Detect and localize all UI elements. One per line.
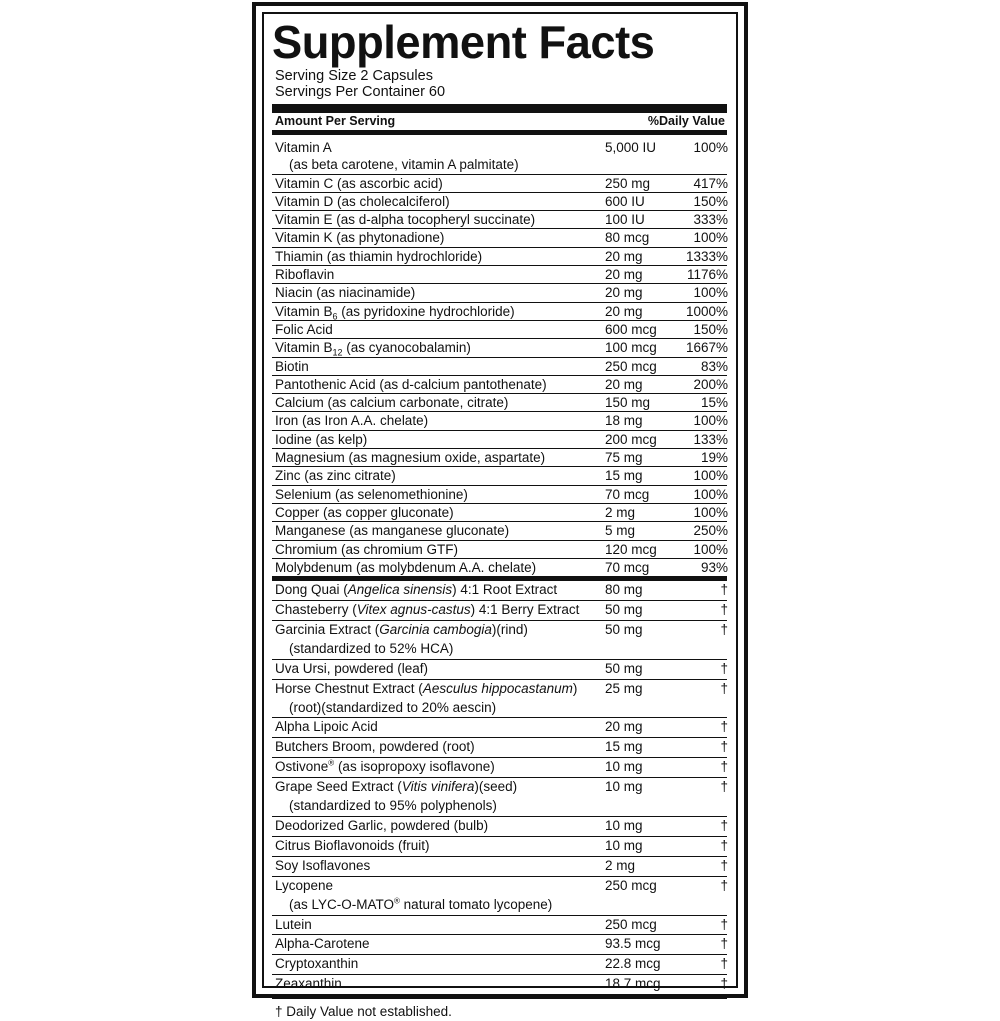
- ingredient-name-suffix: (as isopropoxy isoflavone): [334, 759, 495, 775]
- nutrient-daily-value: 100%: [693, 230, 728, 246]
- ingredient-name: [275, 817, 605, 836]
- nutrient-amount: 20 mg: [605, 376, 643, 392]
- nutrient-name-text: Vitamin B: [275, 303, 333, 319]
- ingredient-daily-value: †: [720, 916, 728, 932]
- ingredient-amount: 18.7 mcg: [605, 976, 661, 992]
- nutrient-row: [272, 135, 727, 175]
- nutrient-daily-value: 100%: [693, 504, 728, 520]
- ingredient-daily-value: †: [720, 818, 728, 833]
- ingredient-daily-value: †: [720, 621, 728, 637]
- ingredient-latin-name: Vitex agnus-castus: [356, 602, 471, 618]
- nutrient-name-text: Niacin (as niacinamide): [275, 285, 416, 301]
- ingredient-name-suffix: ) 4:1 Berry Extract: [470, 602, 580, 618]
- ingredient-name-text: Lutein: [275, 916, 312, 932]
- ingredient-row: [272, 778, 727, 817]
- nutrient-name: [275, 431, 605, 448]
- nutrient-name-text: Magnesium (as magnesium oxide, aspartate): [275, 450, 546, 466]
- nutrient-daily-value: 83%: [700, 358, 728, 374]
- nutrient-row: [272, 376, 727, 394]
- nutrient-name: [275, 266, 605, 283]
- nutrient-daily-value: 150%: [693, 321, 728, 337]
- ingredient-amount: 15 mg: [605, 739, 643, 755]
- nutrient-amount: 70 mcg: [605, 559, 650, 575]
- ingredient-name: [275, 837, 605, 856]
- nutrient-name: [275, 376, 605, 393]
- nutrient-amount: 120 mcg: [605, 541, 657, 557]
- ingredient-name-text: Uva Ursi, powdered (leaf): [275, 660, 429, 676]
- nutrient-amount: 15 mg: [605, 468, 643, 484]
- nutrient-row: [272, 412, 727, 430]
- panel-title: Supplement Facts: [272, 16, 655, 68]
- ingredient-row: [272, 916, 727, 936]
- nutrient-name: [275, 139, 605, 156]
- nutrient-amount: 100 IU: [605, 212, 645, 228]
- nutrient-row: [272, 467, 727, 485]
- ingredient-name-text: Garcinia Extract (: [275, 621, 380, 637]
- nutrient-daily-value: 19%: [700, 450, 728, 466]
- ingredient-amount: 10 mg: [605, 759, 643, 775]
- nutrient-row: [272, 431, 727, 449]
- ingredient-detail-suffix: natural tomato lycopene): [399, 896, 553, 912]
- nutrient-amount: 20 mg: [605, 248, 643, 264]
- ingredient-name: [275, 857, 605, 876]
- nutrient-amount: 200 mcg: [605, 431, 657, 447]
- ingredient-daily-value: †: [720, 779, 728, 795]
- ingredient-daily-value: †: [720, 719, 728, 735]
- ingredient-name: [275, 935, 605, 954]
- nutrient-name-subscript: 12: [332, 347, 343, 358]
- nutrient-row: [272, 522, 727, 540]
- ingredient-daily-value: †: [720, 660, 728, 676]
- nutrient-name-text: Molybdenum (as molybdenum A.A. chelate): [275, 559, 537, 575]
- ingredient-name-text: Dong Quai (: [275, 582, 348, 598]
- nutrient-name: [275, 193, 605, 210]
- nutrient-daily-value: 15%: [700, 395, 728, 411]
- ingredient-amount: 10 mg: [605, 818, 643, 833]
- ingredient-amount: 2 mg: [605, 857, 636, 873]
- nutrient-name: [275, 321, 605, 338]
- ingredient-name-text: Deodorized Garlic, powdered (bulb): [275, 818, 489, 833]
- ingredient-name-suffix: ): [572, 680, 578, 696]
- nutrient-daily-value: 1667%: [685, 340, 728, 356]
- nutrient-daily-value: 250%: [693, 523, 728, 539]
- nutrient-row: [272, 248, 727, 266]
- nutrient-name: [275, 229, 605, 246]
- ingredient-amount: 50 mg: [605, 602, 643, 618]
- nutrient-name: [275, 303, 605, 320]
- ingredient-row: [272, 857, 727, 877]
- nutrient-row: [272, 541, 727, 559]
- nutrient-row: [272, 266, 727, 284]
- nutrient-amount: 20 mg: [605, 303, 643, 319]
- nutrient-daily-value: 100%: [693, 468, 728, 484]
- ingredient-amount: 250 mcg: [605, 916, 657, 932]
- nutrient-daily-value: 150%: [693, 193, 728, 209]
- nutrient-name-text: Copper (as copper gluconate): [275, 504, 454, 520]
- ingredient-daily-value: †: [720, 582, 728, 598]
- ingredient-daily-value: †: [720, 759, 728, 775]
- ingredient-amount: 10 mg: [605, 779, 643, 795]
- nutrient-amount: 600 mcg: [605, 321, 657, 337]
- nutrient-row: [272, 175, 727, 193]
- ingredient-name-text: Ostivone: [275, 759, 329, 775]
- ingredient-amount: 50 mg: [605, 621, 643, 637]
- nutrient-amount: 5 mg: [605, 523, 636, 539]
- amount-per-serving-label: Amount Per Serving: [275, 114, 396, 128]
- ingredient-detail: (standardized to 95% polyphenols): [289, 798, 497, 814]
- ingredient-name: [275, 738, 605, 757]
- nutrient-name-text: Manganese (as manganese gluconate): [275, 523, 510, 539]
- ingredient-row: [272, 975, 727, 994]
- nutrient-amount: 20 mg: [605, 285, 643, 301]
- ingredient-name-text: Cryptoxanthin: [275, 956, 359, 972]
- supplement-facts-panel: [272, 16, 727, 1021]
- nutrient-name-text: Calcium (as calcium carbonate, citrate): [275, 395, 509, 411]
- ingredient-row: [272, 581, 727, 601]
- ingredient-row: [272, 758, 727, 778]
- servings-per-container: Servings Per Container 60: [275, 84, 446, 100]
- nutrient-name: [275, 541, 605, 558]
- nutrient-name: [275, 486, 605, 503]
- ingredient-name-text: Citrus Bioflavonoids (fruit): [275, 837, 430, 853]
- nutrient-name-text: Vitamin C (as ascorbic acid): [275, 175, 443, 191]
- ingredient-row: [272, 738, 727, 758]
- ingredient-name-text: Alpha Lipoic Acid: [275, 719, 378, 735]
- footnote: † Daily Value not established.: [275, 1004, 452, 1020]
- ingredient-amount: 80 mg: [605, 582, 643, 598]
- nutrient-row: [272, 284, 727, 302]
- nutrient-name: [275, 211, 605, 228]
- nutrient-row: [272, 339, 727, 357]
- ingredient-name: [275, 581, 605, 600]
- nutrient-name: [275, 248, 605, 265]
- registered-mark: ®: [394, 896, 400, 906]
- ingredient-amount: 10 mg: [605, 837, 643, 853]
- nutrient-name-text: Iodine (as kelp): [275, 431, 368, 447]
- nutrient-row: [272, 229, 727, 247]
- ingredient-latin-name: Angelica sinensis: [347, 582, 453, 598]
- nutrient-row: [272, 559, 727, 576]
- nutrient-name-text: Thiamin (as thiamin hydrochloride): [275, 248, 483, 264]
- ingredient-name: [275, 758, 605, 777]
- ingredient-detail: (root)(standardized to 20% aescin): [289, 699, 497, 715]
- nutrient-daily-value: 100%: [693, 285, 728, 301]
- nutrient-name-text: Selenium (as selenomethionine): [275, 486, 468, 502]
- nutrient-name: [275, 559, 605, 576]
- registered-mark: ®: [328, 758, 335, 768]
- ingredient-row: [272, 955, 727, 975]
- ingredient-daily-value: †: [720, 956, 728, 972]
- nutrient-row: [272, 303, 727, 321]
- nutrient-name-text: Riboflavin: [275, 267, 335, 283]
- ingredient-amount: 93.5 mcg: [605, 936, 661, 952]
- nutrient-name: [275, 394, 605, 411]
- nutrient-daily-value: 133%: [693, 431, 728, 447]
- ingredient-amount: 50 mg: [605, 660, 643, 676]
- nutrient-name-text: Vitamin K (as phytonadione): [275, 230, 445, 246]
- nutrient-name-text: Folic Acid: [275, 321, 333, 337]
- nutrient-daily-value: 100%: [693, 541, 728, 557]
- nutrient-name: [275, 175, 605, 192]
- nutrient-name-text: Vitamin B: [275, 340, 333, 356]
- ingredient-name-suffix: ) 4:1 Root Extract: [452, 582, 558, 598]
- bottom-divider: [272, 994, 727, 999]
- nutrient-row: [272, 193, 727, 211]
- nutrient-amount: 80 mcg: [605, 230, 650, 246]
- ingredient-row: [272, 837, 727, 857]
- ingredient-name-suffix: )(rind): [491, 621, 528, 637]
- nutrient-name: [275, 284, 605, 301]
- nutrient-daily-value: 333%: [693, 212, 728, 228]
- ingredient-name-text: Butchers Broom, powdered (root): [275, 739, 475, 755]
- nutrient-daily-value: 100%: [693, 413, 728, 429]
- ingredient-latin-name: Vitis vinifera: [401, 779, 475, 795]
- ingredient-name-text: Lycopene: [275, 877, 334, 893]
- nutrient-amount: 75 mg: [605, 450, 643, 466]
- nutrient-name-text: Pantothenic Acid (as d-calcium pantothenate): [275, 376, 547, 392]
- nutrient-amount: 18 mg: [605, 413, 643, 429]
- nutrient-name-text: Vitamin A: [275, 140, 332, 155]
- nutrient-row: [272, 211, 727, 229]
- nutrient-daily-value: 1333%: [685, 248, 728, 264]
- ingredient-name-text: Grape Seed Extract (: [275, 779, 402, 795]
- ingredient-name-text: Alpha-Carotene: [275, 936, 370, 952]
- nutrient-row: [272, 486, 727, 504]
- nutrient-name: [275, 504, 605, 521]
- nutrient-name: [275, 412, 605, 429]
- ingredient-row: [272, 718, 727, 738]
- ingredient-row: [272, 660, 727, 680]
- ingredient-amount: 20 mg: [605, 719, 643, 735]
- nutrient-name: [275, 467, 605, 484]
- nutrient-name-suffix: (as pyridoxine hydrochloride): [337, 303, 515, 319]
- ingredient-name: [275, 955, 605, 974]
- nutrient-daily-value: 93%: [700, 559, 728, 575]
- ingredient-name: [275, 660, 605, 679]
- nutrient-name: [275, 449, 605, 466]
- ingredient-daily-value: †: [720, 976, 728, 992]
- nutrient-amount: 250 mcg: [605, 358, 657, 374]
- nutrient-daily-value: 1000%: [685, 303, 728, 319]
- ingredient-detail: (standardized to 52% HCA): [289, 640, 454, 656]
- ingredient-latin-name: Aesculus hippocastanum: [422, 680, 573, 696]
- ingredient-detail: [275, 896, 605, 915]
- nutrient-row: [272, 394, 727, 412]
- nutrient-name-text: Vitamin D (as cholecalciferol): [275, 193, 450, 209]
- nutrient-name-text: Chromium (as chromium GTF): [275, 541, 459, 557]
- nutrient-row: [272, 449, 727, 467]
- ingredient-name: [275, 877, 605, 896]
- nutrient-amount: 70 mcg: [605, 486, 650, 502]
- ingredient-name: [275, 778, 605, 797]
- nutrient-name-subscript: 6: [332, 311, 338, 322]
- nutrient-amount: 2 mg: [605, 504, 636, 520]
- ingredient-name-suffix: )(seed): [474, 779, 518, 795]
- nutrient-name-text: Zinc (as zinc citrate): [275, 468, 396, 484]
- nutrient-name-text: Vitamin E (as d-alpha tocopheryl succinate): [275, 212, 536, 228]
- ingredient-amount: 250 mcg: [605, 877, 657, 893]
- other-ingredients-list: [272, 581, 727, 994]
- thick-divider: [272, 104, 727, 113]
- nutrient-name: [275, 358, 605, 375]
- ingredient-daily-value: †: [720, 739, 728, 755]
- nutrient-amount: 600 IU: [605, 193, 645, 209]
- nutrient-name-text: Iron (as Iron A.A. chelate): [275, 413, 429, 429]
- nutrient-daily-value: 200%: [693, 376, 728, 392]
- nutrient-daily-value: 100%: [693, 140, 728, 155]
- ingredient-daily-value: †: [720, 857, 728, 873]
- ingredient-row: [272, 680, 727, 719]
- nutrient-row: [272, 358, 727, 376]
- ingredient-latin-name: Garcinia cambogia: [379, 621, 492, 637]
- nutrient-source: (as beta carotene, vitamin A palmitate): [289, 157, 519, 173]
- ingredient-daily-value: †: [720, 877, 728, 893]
- ingredient-detail-text: (as LYC-O-MATO: [289, 896, 395, 912]
- ingredient-name-text: Zeaxanthin: [275, 976, 342, 992]
- ingredient-row: [272, 817, 727, 837]
- serving-size: Serving Size 2 Capsules: [275, 68, 433, 84]
- nutrient-amount: 150 mg: [605, 395, 651, 411]
- ingredient-name: [275, 975, 605, 994]
- ingredient-row: [272, 935, 727, 955]
- nutrient-daily-value: 1176%: [686, 267, 728, 283]
- ingredient-name-text: Chasteberry (: [275, 602, 357, 618]
- ingredient-row: [272, 601, 727, 621]
- ingredient-row: [272, 877, 727, 916]
- nutrient-name: [275, 522, 605, 539]
- ingredient-name-text: Horse Chestnut Extract (: [275, 680, 423, 696]
- ingredient-name-text: Soy Isoflavones: [275, 857, 371, 873]
- ingredient-row: [272, 621, 727, 660]
- ingredient-daily-value: †: [720, 936, 728, 952]
- ingredient-name: [275, 601, 605, 620]
- ingredient-daily-value: †: [720, 837, 728, 853]
- nutrient-amount: 20 mg: [605, 267, 643, 283]
- ingredient-name: [275, 680, 605, 699]
- ingredient-daily-value: †: [720, 680, 728, 696]
- nutrient-name-text: Biotin: [275, 358, 309, 374]
- daily-value-label: %Daily Value: [647, 114, 725, 128]
- ingredient-name: [275, 621, 605, 640]
- nutrient-row: [272, 504, 727, 522]
- ingredient-name: [275, 718, 605, 737]
- column-header: [272, 113, 727, 130]
- ingredient-daily-value: †: [720, 602, 728, 618]
- nutrient-name-suffix: (as cyanocobalamin): [342, 340, 471, 356]
- nutrient-amount: 250 mg: [605, 175, 651, 191]
- ingredient-amount: 22.8 mcg: [605, 956, 661, 972]
- nutrient-daily-value: 100%: [693, 486, 728, 502]
- nutrient-row: [272, 321, 727, 339]
- ingredient-amount: 25 mg: [605, 680, 643, 696]
- nutrient-amount: 5,000 IU: [605, 140, 657, 155]
- vitamin-mineral-list: [272, 135, 727, 576]
- nutrient-daily-value: 417%: [693, 175, 728, 191]
- nutrient-name: [275, 339, 605, 356]
- nutrient-amount: 100 mcg: [605, 340, 657, 356]
- ingredient-name: [275, 916, 605, 935]
